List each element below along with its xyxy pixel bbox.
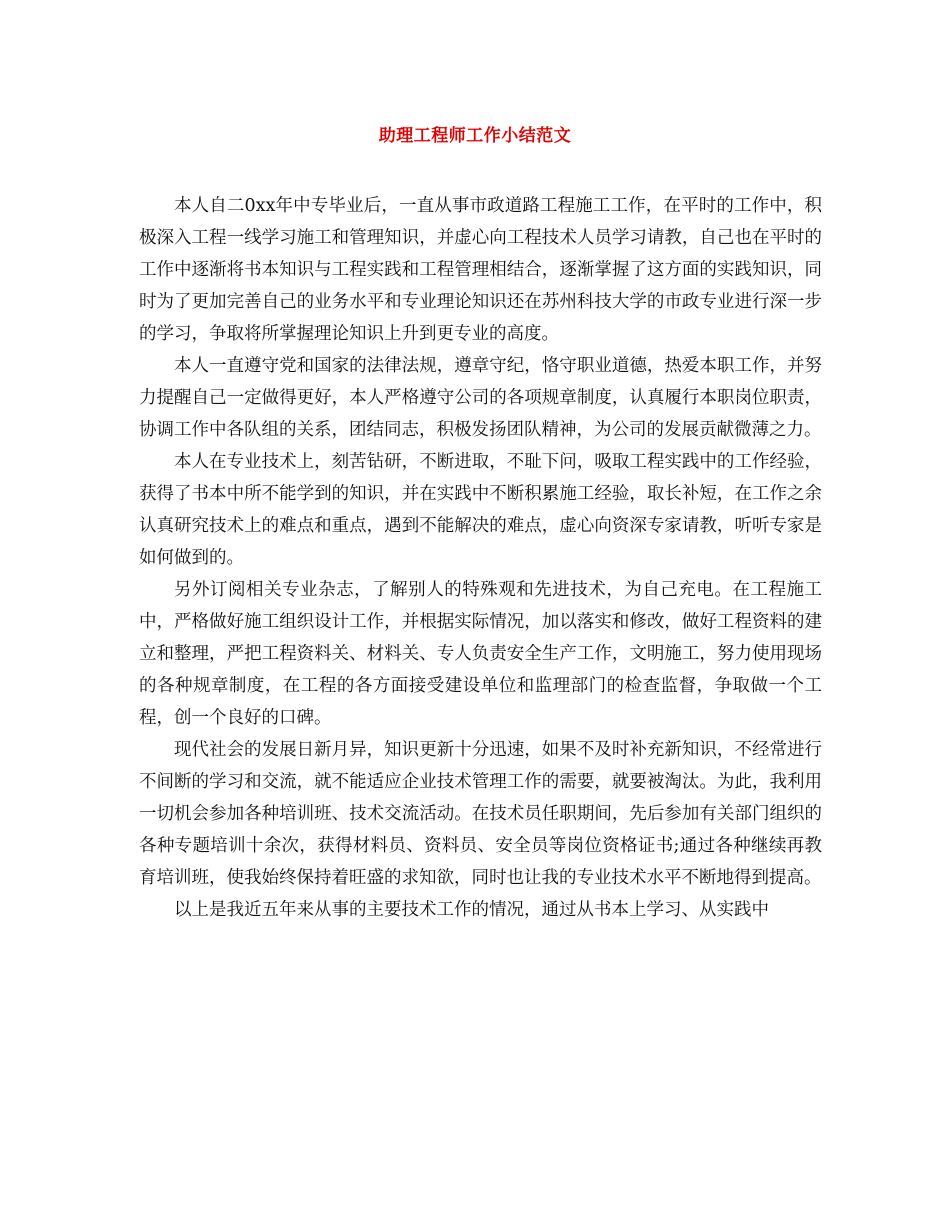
paragraph-1: 本人自二0xx年中专毕业后，一直从事市政道路工程施工工作，在平时的工作中，积极深入工程一线学习施工和管理知识，并虚心向工程技术人员学习请教，自己也在平时的工作中逐渐将书本知识与工程实践和工程管理相结合，逐渐掌握了这方面的实践知识，同时为了更加完善自己的业务水平和专业理论知识还在苏州科技大学的市政专业进行深一步的学习，争取将所掌握理论知识上升到更专业的高度。 bbox=[139, 196, 822, 344]
document-body bbox=[139, 190, 822, 926]
document-title: 助理工程师工作小结范文 bbox=[378, 126, 572, 146]
paragraph-6: 以上是我近五年来从事的主要技术工作的情况，通过从书本上学习、从实践中 bbox=[174, 900, 769, 920]
paragraph-4: 另外订阅相关专业杂志，了解别人的特殊观和先进技术，为自己充电。在工程施工中，严格做好施工组织设计工作，并根据实际情况，加以落实和修改，做好工程资料的建立和整理，严把工程资料关、材料关、专人负责安全生产工作，文明施工，努力使用现场的各种规章制度，在工程的各方面接受建设单位和监理部门的检查监督，争取做一个工程，创一个良好的口碑。 bbox=[139, 580, 822, 728]
paragraph-2: 本人一直遵守党和国家的法律法规，遵章守纪，恪守职业道德，热爱本职工作，并努力提醒自己一定做得更好，本人严格遵守公司的各项规章制度，认真履行本职岗位职责，协调工作中各队组的关系，团结同志，积极发扬团队精神，为公司的发展贡献微薄之力。 bbox=[139, 356, 822, 440]
paragraph-5: 现代社会的发展日新月异，知识更新十分迅速，如果不及时补充新知识，不经常进行不间断的学习和交流，就不能适应企业技术管理工作的需要，就要被淘汰。为此，我利用一切机会参加各种培训班、技术交流活动。在技术员任职期间，先后参加有关部门组织的各种专题培训十余次，获得材料员、资料员、安全员等岗位资格证书;通过各种继续再教育培训班，使我始终保持着旺盛的求知欲，同时也让我的专业技术水平不断地得到提高。 bbox=[139, 740, 822, 888]
paragraph-3: 本人在专业技术上，刻苦钻研，不断进取，不耻下问，吸取工程实践中的工作经验，获得了书本中所不能学到的知识，并在实践中不断积累施工经验，取长补短，在工作之余认真研究技术上的难点和重点，遇到不能解决的难点，虚心向资深专家请教，听听专家是如何做到的。 bbox=[139, 452, 822, 568]
